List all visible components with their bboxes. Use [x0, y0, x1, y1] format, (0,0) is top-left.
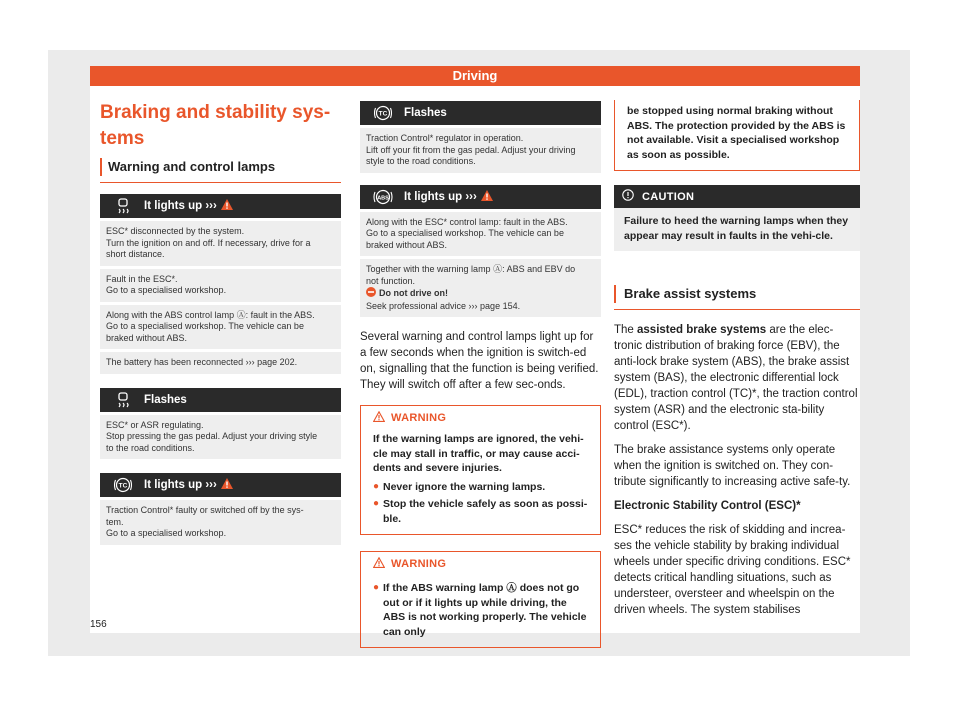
para-emphasis: assisted brake systems: [637, 324, 767, 336]
row-text: Traction Control* regulator in operation.: [366, 133, 524, 143]
para-text: The: [614, 324, 638, 336]
warning-continued-box: [614, 100, 860, 171]
warning-continued-text: be stopped using normal braking without ABS. The protection provided by the ABS is not available. Visit a specialised workshop as soon as possible.: [627, 105, 846, 161]
section-body: [614, 322, 860, 618]
row-text: Go to a specialised workshop.: [106, 528, 227, 538]
row-text: ESC* or ASR regulating.: [106, 419, 204, 430]
esc-skid-icon: [112, 198, 134, 214]
lamp-heading: It lights up ›››: [144, 479, 217, 491]
caution-text: Failure to heed the warning lamps when they appear may result in faults in the vehi-cle.: [614, 208, 860, 251]
bullet-text: Never ignore the warning lamps.: [383, 480, 546, 493]
caution-box: [614, 185, 860, 251]
para-text: are the elec-tronic distribution of braking force (EBV), the anti-lock brake system (ABS), the brake assist system (BAS), the electronic differential lock (EDL), traction control (TC)*, the traction control system (ASR) and the electronic sta-bility control (ESC*).: [614, 324, 858, 432]
row-text: ESC* disconnected by the system.: [106, 226, 245, 236]
paragraph-3: ESC* reduces the risk of skidding and increa-ses the vehicle stability by braking individual wheels under specific driving conditions. ESC* detects critical handling situations, such as understeer, oversteer and wheelspin on the driven wheels. The system stabilises: [614, 524, 851, 616]
warning-header: [361, 552, 600, 576]
row-text: Go to a specialised workshop. The vehicle can be: [366, 228, 564, 238]
paragraph-2: The brake assistance systems only operate when the ignition is switched on. They con-tribute significantly to increasing active safe-ty.: [614, 444, 851, 488]
subheading: Electronic Stability Control (ESC)*: [614, 500, 801, 512]
lamp-row: [100, 352, 341, 374]
lamp-block-tc-lights: [100, 473, 341, 545]
lamp-row: [100, 415, 341, 460]
lamp-row: [360, 128, 601, 173]
warning-bullet: ● If the ABS warning lamp Ⓐ does not go out or if it lights up while driving, the ABS is not working properly. The vehicle can only: [373, 582, 587, 638]
row-text: Turn the ignition on and off. If necessary, drive for a: [106, 237, 311, 248]
advice-link[interactable]: Seek professional advice ››› page 154.: [366, 300, 521, 311]
warning-box-2: [360, 551, 601, 648]
lamp-header: [100, 388, 341, 412]
lamp-header: [100, 194, 341, 218]
section-title: Brake assist systems: [614, 285, 860, 303]
traction-control-icon: [372, 105, 394, 121]
esc-skid-icon: [112, 392, 134, 408]
warning-triangle-icon: [373, 411, 385, 425]
warning-bullet: ● Never ignore the warning lamps.: [373, 480, 546, 493]
warning-triangle-icon: [221, 478, 233, 492]
title-line-1: Braking and stability sys-: [100, 102, 331, 123]
lamp-block-tc-flashes: [360, 101, 601, 173]
row-text: Go to a specialised workshop.: [106, 285, 227, 295]
caution-label: CAUTION: [642, 190, 695, 203]
warning-header: [361, 406, 600, 430]
page-title: [100, 100, 341, 152]
drive-note: [366, 287, 595, 301]
row-text: to the road conditions.: [106, 442, 195, 453]
row-text: The battery has been reconnected ››› page 202.: [106, 357, 298, 367]
title-line-2: tems: [100, 128, 145, 149]
warning-label: WARNING: [391, 412, 447, 424]
divider: [100, 182, 341, 183]
warning-intro: If the warning lamps are ignored, the vehi-cle may stall in traffic, or may cause acci-dents and severe injuries.: [373, 433, 584, 474]
drive-note-text: Do not drive on!: [379, 288, 448, 298]
row-text: braked without ABS.: [366, 239, 448, 250]
row-text: Go to a specialised workshop. The vehicle can be: [106, 321, 304, 331]
paragraph-1: [614, 322, 860, 434]
svg-text:TC: TC: [378, 110, 388, 118]
row-text: Lift off your fit from the gas pedal. Adjust your driving: [366, 144, 576, 155]
row-text: not function.: [366, 275, 416, 286]
warning-triangle-icon: [373, 557, 385, 571]
column-2: [360, 86, 601, 648]
svg-text:TC: TC: [118, 482, 128, 490]
lamp-heading: Flashes: [404, 107, 447, 119]
row-text: short distance.: [106, 249, 165, 259]
page-number: 156: [90, 619, 107, 630]
bullet-text: If the ABS warning lamp Ⓐ does not go out or if it lights up while driving, the ABS is not working properly. The vehicle can only: [383, 582, 587, 638]
row-text: Along with the ESC* control lamp: fault in the ABS.: [366, 216, 568, 227]
bullet-text: Stop the vehicle safely as soon as possi-ble.: [383, 498, 588, 525]
lamp-row: [360, 212, 601, 257]
page-header: Driving: [90, 66, 860, 86]
warning-box-1: [360, 405, 601, 535]
lamp-block-esc-lights: [100, 194, 341, 374]
column-3: [614, 86, 860, 626]
warning-triangle-icon: [481, 190, 493, 204]
warning-body: [361, 576, 600, 647]
svg-text:ABS: ABS: [377, 194, 389, 201]
lamp-header: [360, 101, 601, 125]
lamp-block-abs-lights: [360, 185, 601, 318]
row-text: Fault in the ESC*.: [106, 273, 178, 284]
lamp-block-esc-flashes: [100, 388, 341, 460]
lamp-row: [100, 500, 341, 545]
row-text: braked without ABS.: [106, 332, 188, 343]
column-1: [100, 86, 341, 545]
lamp-heading: It lights up ›››: [404, 190, 477, 203]
row-text: Together with the warning lamp Ⓐ: ABS and EBV do: [366, 264, 576, 274]
abs-icon: [372, 189, 394, 205]
lamp-row: [100, 221, 341, 266]
row-text: style to the road conditions.: [366, 156, 476, 166]
row-text: Stop pressing the gas pedal. Adjust your driving style: [106, 431, 318, 441]
warning-body: [361, 430, 600, 534]
warning-triangle-icon: [221, 199, 233, 213]
lamp-header: [100, 473, 341, 497]
warning-label: WARNING: [391, 558, 447, 570]
lamp-row: [100, 269, 341, 302]
lamp-heading: It lights up ›››: [144, 200, 217, 212]
caution-circle-icon: [622, 189, 634, 204]
section-heading-block: [614, 285, 860, 310]
traction-control-icon: [112, 477, 134, 493]
lamp-row: [360, 259, 601, 317]
row-text: Traction Control* faulty or switched off by the sys-: [106, 505, 304, 515]
intro-paragraph: Several warning and control lamps light up for a few seconds when the ignition is switch-ed on, signalling that the function is being verified. They will switch off after a few sec-onds.: [360, 331, 599, 391]
caution-header: [614, 185, 860, 208]
lamp-row: [100, 305, 341, 350]
row-text: tem.: [106, 516, 124, 527]
lamp-heading: Flashes: [144, 393, 187, 406]
lamp-header: [360, 185, 601, 209]
warning-bullet: ● Stop the vehicle safely as soon as possi-ble.: [373, 498, 588, 525]
section-subtitle: Warning and control lamps: [100, 158, 341, 176]
row-text: Along with the ABS control lamp Ⓐ: fault in the ABS.: [106, 309, 315, 320]
stop-circle-icon: [366, 287, 376, 301]
